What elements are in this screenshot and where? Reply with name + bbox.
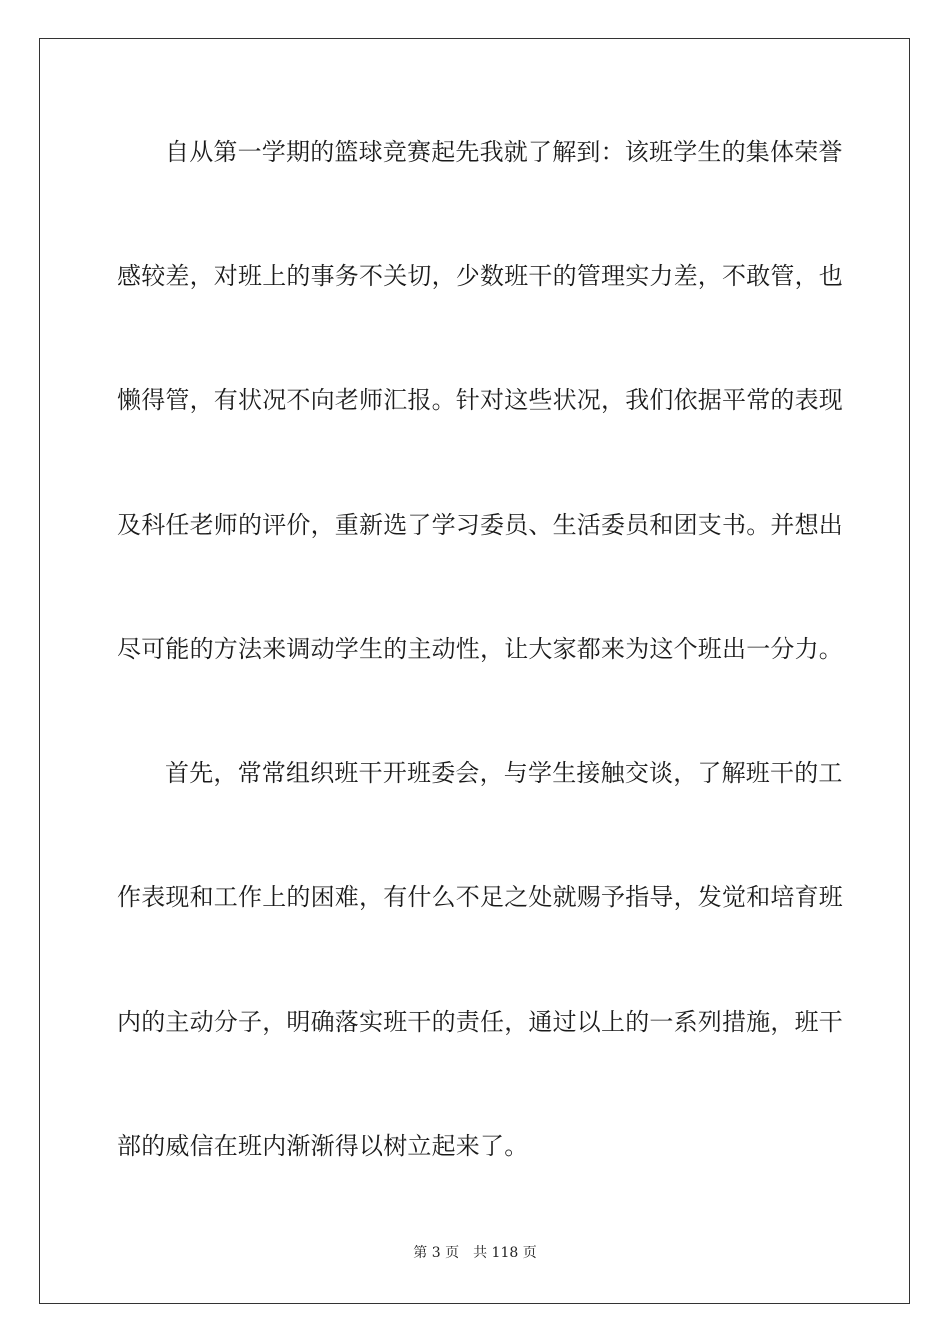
page-border [39,38,910,1304]
paragraph-2-line-1: 首先，常常组织班干开班委会，与学生接触交谈，了解班干的工 [165,759,843,787]
paragraph-1-line-3: 懒得管，有状况不向老师汇报。针对这些状况，我们依据平常的表现 [117,386,843,414]
page-footer [0,1244,950,1262]
paragraph-2-line-2: 作表现和工作上的困难，有什么不足之处就赐予指导，发觉和培育班 [117,883,843,911]
paragraph-1-line-1: 自从第一学期的篮球竞赛起先我就了解到：该班学生的集体荣誉 [165,138,843,166]
paragraph-2-line-4: 部的威信在班内渐渐得以树立起来了。 [117,1132,529,1160]
paragraph-1-line-2: 感较差，对班上的事务不关切，少数班干的管理实力差，不敢管，也 [117,262,843,290]
paragraph-1-line-5: 尽可能的方法来调动学生的主动性，让大家都来为这个班出一分力。 [117,635,843,663]
page-total: 共 118 页 [473,1245,537,1261]
paragraph-2-line-3: 内的主动分子，明确落实班干的责任，通过以上的一系列措施，班干 [117,1008,843,1036]
page-number: 第 3 页 [413,1245,460,1261]
paragraph-1-line-4: 及科任老师的评价，重新选了学习委员、生活委员和团支书。并想出 [117,511,843,539]
